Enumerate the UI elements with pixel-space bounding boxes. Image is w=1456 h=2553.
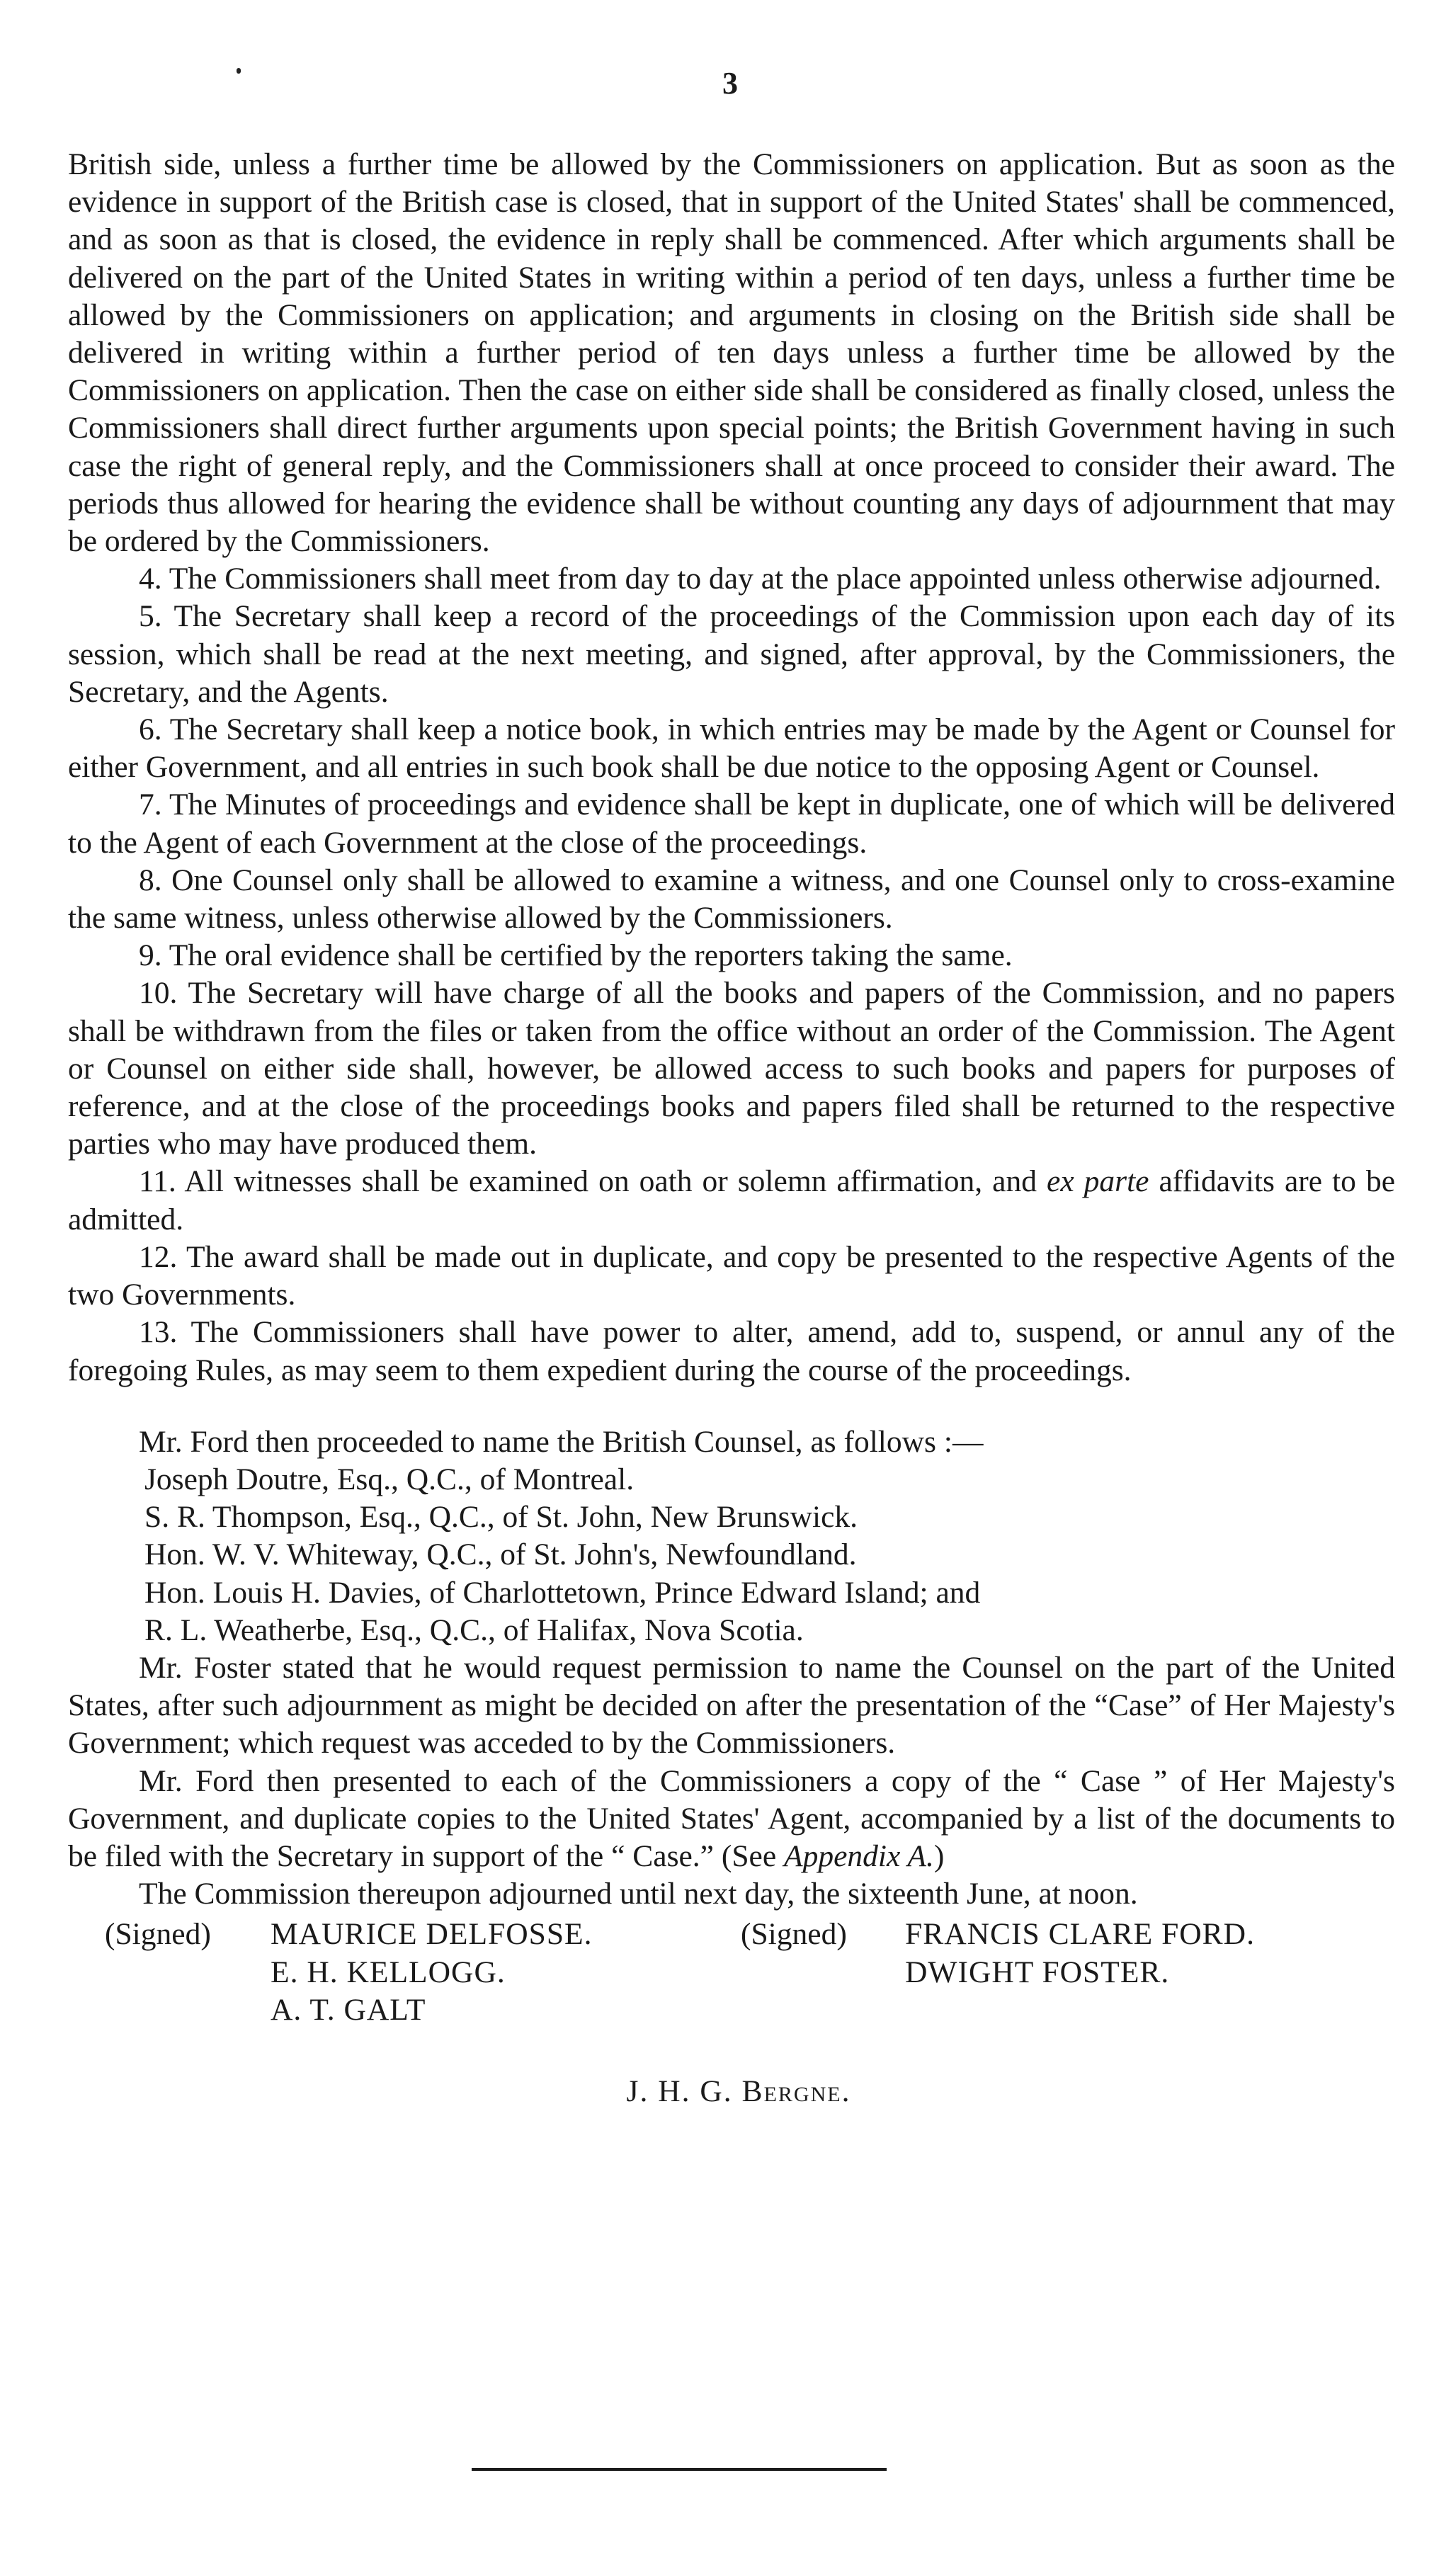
rule-12: 12. The award shall be made out in duplicate, and copy be presented to the respective Agents of the two Governments. [68, 1239, 1395, 1312]
rule-8: 8. One Counsel only shall be allowed to examine a witness, and one Counsel only to cross-examine the same witness, unless otherwise allowed by the Commissioners. [68, 863, 1395, 936]
signatory-name: MAURICE DELFOSSE. [271, 1917, 593, 1952]
appendix-reference: Appendix A. [784, 1838, 934, 1873]
closing-rule [472, 2468, 887, 2471]
page-number: 3 [722, 66, 738, 101]
secretary-signature [68, 2073, 1395, 2110]
signature-block [68, 1916, 1395, 2057]
rule-5: 5. The Secretary shall keep a record of the proceedings of the Commission upon each day of its session, which shall be read at the next meeting, and signed, after approval, by the Commissioners, the Secretary, and the Agents. [68, 599, 1395, 709]
foster-paragraph: Mr. Foster stated that he would request permission to name the Counsel on the part of the United States, after such adjournment as might be decided on after the presentation of the “Case” of Her Majesty's Government; which request was acceded to by the Commissioners. [68, 1650, 1395, 1761]
rule-9: 9. The oral evidence shall be certified by the reporters taking the same. [139, 938, 1013, 973]
signatory-name: A. T. GALT [271, 1992, 426, 2027]
signatory-name: FRANCIS CLARE FORD. [905, 1917, 1255, 1952]
rule-11-text-end: affidavits are to be admitted. [68, 1164, 1396, 1236]
counsel-item: Hon. Louis H. Davies, of Charlottetown, Prince Edward Island; and [144, 1575, 981, 1610]
rule-7: 7. The Minutes of proceedings and evidence shall be kept in duplicate, one of which will be delivered to the Agent of each Government at the close of the proceedings. [68, 787, 1395, 860]
signatories-right [905, 1916, 1255, 1991]
counsel-item: S. R. Thompson, Esq., Q.C., of St. John, New Brunswick. [144, 1500, 858, 1535]
secretary-initials: J. H. G. B [626, 2074, 764, 2109]
ford-paragraph-end: ) [933, 1838, 945, 1873]
signatory-name: DWIGHT FOSTER. [905, 1955, 1170, 1989]
secretary-surname: ergne. [763, 2074, 851, 2109]
counsel-list [68, 1461, 1395, 1649]
section-gap [68, 1389, 1395, 1423]
signed-label-left: (Signed) [105, 1917, 211, 1952]
counsel-intro: Mr. Ford then proceeded to name the British Counsel, as follows :— [139, 1424, 984, 1459]
counsel-item: Joseph Doutre, Esq., Q.C., of Montreal. [144, 1462, 635, 1496]
adjourn-paragraph: The Commission thereupon adjourned until next day, the sixteenth June, at noon. [139, 1877, 1138, 1911]
document-body [68, 146, 1395, 2111]
signatories-left [271, 1916, 592, 2029]
rule-11 [68, 1163, 1395, 1238]
rule-11-text: 11. All witnesses shall be examined on oath or solemn affirmation, and [139, 1164, 1047, 1199]
counsel-item: Hon. W. V. Whiteway, Q.C., of St. John's, Newfoundland. [144, 1537, 857, 1572]
rule-11-italic: ex parte [1047, 1164, 1149, 1199]
counsel-item: R. L. Weatherbe, Esq., Q.C., of Halifax, Nova Scotia. [144, 1613, 804, 1647]
rule-10: 10. The Secretary will have charge of all the books and papers of the Commission, and no papers shall be withdrawn from the files or taken from the office without an order of the Commission. The Agent or Counsel on either side shall, however, be allowed access to such books and papers for purposes of reference, and at the close of the proceedings books and papers filed shall be returned to the respective parties who may have produced them. [68, 976, 1395, 1161]
ink-speck [237, 68, 241, 74]
signed-label-right: (Signed) [741, 1917, 847, 1952]
ford-paragraph-text: Mr. Ford then presented to each of the Commissioners a copy of the “ Case ” of Her Majesty's Government, and duplicate copies to the United States' Agent, accompanied by a list of the documents to be filed with the Secretary in support of the “ Case.” (See [68, 1763, 1395, 1873]
rule-6: 6. The Secretary shall keep a notice book, in which entries may be made by the Agent or Counsel for either Government, and all entries in such book shall be due notice to the opposing Agent or Counsel. [68, 712, 1395, 785]
ford-paragraph [68, 1763, 1395, 1876]
signatory-name: E. H. KELLOGG. [271, 1955, 506, 1989]
rule-13: 13. The Commissioners shall have power to alter, amend, add to, suspend, or annul any of the foregoing Rules, as may seem to them expedient during the course of the proceedings. [68, 1315, 1395, 1387]
continued-paragraph: British side, unless a further time be allowed by the Commissioners on application. But as soon as the evidence in support of the British case is closed, that in support of the United States' shall be commenced, and as soon as that is closed, the evidence in reply shall be commenced. After which arguments shall be delivered on the part of the United States in writing within a period of ten days, unless a further time be allowed by the Commissioners on application; and arguments in closing on the British side shall be delivered in writing within a further period of ten days unless a further time be allowed by the Commissioners on application. Then the case on either side shall be considered as finally closed, unless the Commissioners shall direct further arguments upon special points; the British Government having in such case the right of general reply, and the Commissioners shall at once proceed to consider their award. The periods thus allowed for hearing the evidence shall be without counting any days of adjournment that may be ordered by the Commissioners. [68, 147, 1395, 559]
rule-4: 4. The Commissioners shall meet from day to day at the place appointed unless otherwise adjourned. [139, 562, 1382, 596]
